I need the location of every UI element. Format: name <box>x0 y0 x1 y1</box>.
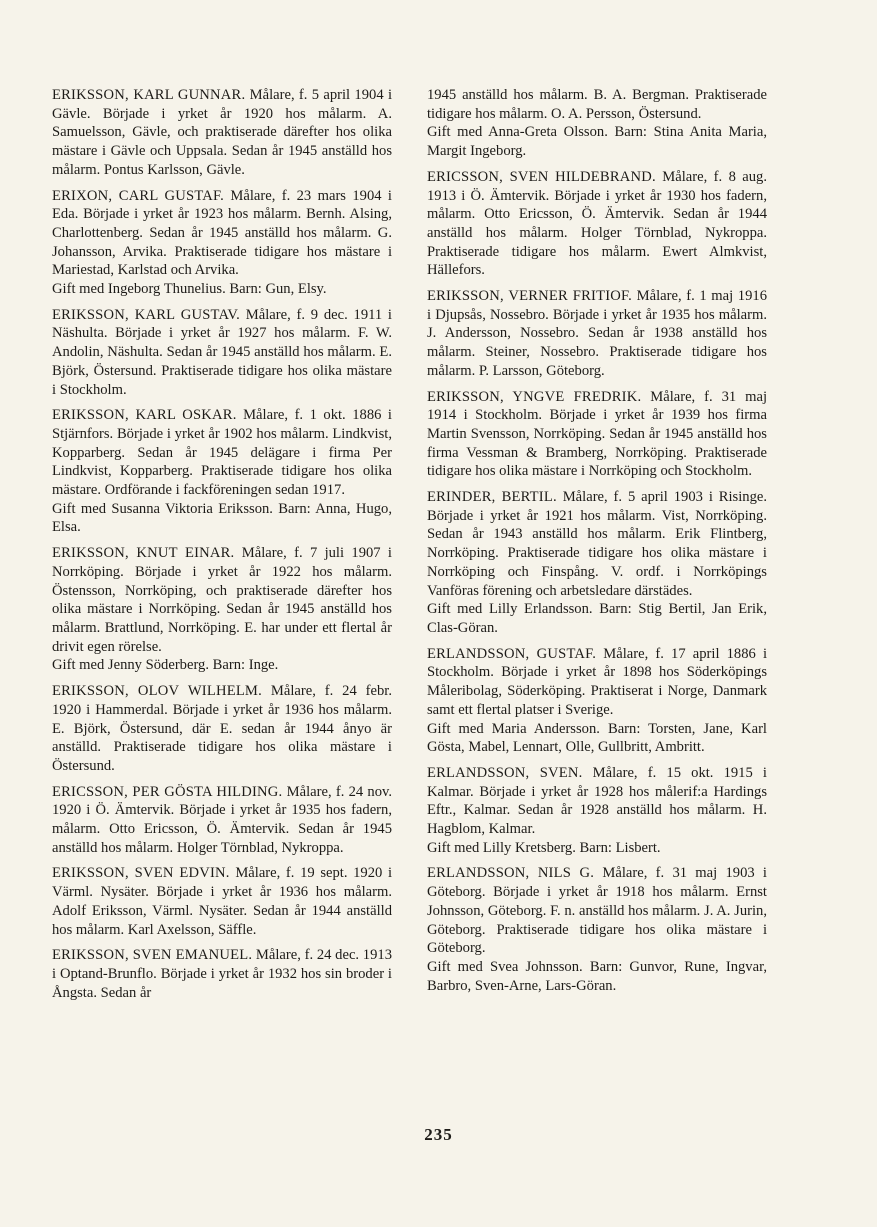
entry-text <box>52 406 392 500</box>
entry-family: Gift med Anna-Greta Olsson. Barn: Stina Anita Maria, Margit Ingeborg. <box>427 124 767 160</box>
left-column <box>52 86 392 1009</box>
entry-body: Målare, f. 19 sept. 1920 i Värml. Nysäter. Började i yrket år 1936 hos målarm. Adolf Eriksson, Värml. Nysäter. Sedan år 1944 anställd hos målarm. Karl Axelsson, Säffle. <box>52 865 393 938</box>
entry-body: Målare, f. 5 april 1903 i Risinge. Började i yrket år 1921 hos målarm. Vist, Norrköping. Sedan år 1943 anställd hos målarm. Erik Flintberg, Norrköping. Praktiserade tidigare hos olika mästare i Norrköping och Finspång. V. ordf. i Norrköpings Vanföras förening och arbetsledare därstädes. <box>427 489 767 599</box>
entry-body: 1945 anställd hos målarm. B. A. Bergman. Praktiserade tidigare hos målarm. O. A. Persson, Östersund. <box>427 87 767 122</box>
entry-text <box>52 187 392 281</box>
entry-name: ERIKSSON, KARL GUNNAR. <box>52 87 246 103</box>
entry-body: Målare, f. 1 okt. 1886 i Stjärnfors. Började i yrket år 1902 hos målarm. Lindkvist, Kopparberg. Sedan år 1945 delägare i firma Per Lindkvist, Kopparberg. Praktiserade tidigare hos olika mästare. Ordförande i fackföreningen sedan 1917. <box>52 407 392 499</box>
entry-body: Målare, f. 7 juli 1907 i Norrköping. Började i yrket år 1922 hos målarm. Östensson, Norrköping, och praktiserade därefter hos olika mästare i Norrköping. Sedan år 1945 anställd hos målarm. Brattlund, Norrköping. E. har under ett flertal år drivit egen rörelse. <box>52 545 392 655</box>
biography-entry <box>427 864 767 995</box>
entry-text <box>52 306 392 400</box>
biography-entry <box>427 287 767 381</box>
biography-entry <box>427 488 767 638</box>
entry-name: ERIKSSON, KARL OSKAR. <box>52 407 237 424</box>
entry-name: ERINDER, BERTIL. <box>427 489 557 506</box>
entry-text <box>427 764 767 839</box>
biography-entry <box>427 388 767 482</box>
entry-text <box>427 645 767 720</box>
entry-family: Gift med Jenny Söderberg. Barn: Inge. <box>52 657 279 674</box>
entry-name: ERIKSSON, KARL GUSTAV. <box>52 306 241 323</box>
biography-entry <box>427 764 767 858</box>
entry-text <box>427 488 767 600</box>
biography-entry <box>52 187 392 299</box>
entry-family: Gift med Svea Johnsson. Barn: Gunvor, Rune, Ingvar, Barbro, Sven-Arne, Lars-Göran. <box>427 958 767 994</box>
entry-body: Målare, f. 1 maj 1916 i Djupsås, Nossebro. Började i yrket år 1935 hos målarm. J. Andersson, Nossebro. Sedan år 1938 anställd hos målarm. Steiner, Nossebro. Praktiserade tidigare hos målarm. P. Larsson, Göteborg. <box>427 288 767 379</box>
entry-body: Målare, f. 24 nov. 1920 i Ö. Ämtervik. Började i yrket år 1935 hos fadern, målarm. Otto Ericsson, Ö. Ämtervik. Sedan år 1945 anställd hos målarm. Holger Törnblad, Nykroppa. <box>52 783 392 856</box>
biography-entry <box>52 86 392 180</box>
biography-entry <box>52 406 392 537</box>
biography-entry <box>52 682 392 776</box>
page-number: 235 <box>424 1125 453 1144</box>
entry-text <box>427 864 767 958</box>
entry-name: ERICSSON, SVEN HILDEBRAND. <box>427 168 656 185</box>
biography-entry <box>52 544 392 675</box>
entry-family: Gift med Lilly Kretsberg. Barn: Lisbert. <box>427 839 661 856</box>
biography-entry <box>427 645 767 757</box>
entry-name: ERIKSSON, SVEN EDVIN. <box>52 865 230 882</box>
entry-name: ERIKSSON, VERNER FRITIOF. <box>427 288 632 305</box>
entry-text <box>427 388 767 482</box>
entry-family: Gift med Maria Andersson. Barn: Torsten, Jane, Karl Gösta, Mabel, Lennart, Olle, Gullbritt, Ambritt. <box>427 720 767 756</box>
entry-name: ERLANDSSON, SVEN. <box>427 764 583 781</box>
entry-family: Gift med Ingeborg Thunelius. Barn: Gun, Elsy. <box>52 281 327 298</box>
entry-name: ERIKSSON, SVEN EMANUEL. <box>52 947 253 964</box>
entry-body: Målare, f. 9 dec. 1911 i Näshulta. Började i yrket år 1927 hos målarm. F. W. Andolin, Näshulta. Sedan år 1945 anställd hos målarm. E. Björk, Östersund. Praktiserade tidigare hos olika mästare i Stockholm. <box>52 306 392 398</box>
entry-text <box>52 864 392 939</box>
biography-entry <box>52 783 392 858</box>
entry-family: Gift med Susanna Viktoria Eriksson. Barn: Anna, Hugo, Elsa. <box>52 500 392 536</box>
right-column <box>427 86 767 1002</box>
biography-entry <box>427 86 767 161</box>
entry-body: Målare, f. 24 dec. 1913 i Optand-Brunflo. Började i yrket år 1932 hos sin broder i Ångsta. Sedan år <box>52 947 392 1001</box>
entry-text <box>52 946 392 1002</box>
entry-name: ERIKSSON, OLOV WILHELM. <box>52 683 262 700</box>
entry-text <box>427 86 767 123</box>
entry-name: ERIKSSON, KNUT EINAR. <box>52 545 235 562</box>
entry-text <box>427 287 767 381</box>
entry-text <box>52 86 392 180</box>
entry-text <box>52 682 392 776</box>
entry-text <box>52 544 392 656</box>
entry-body: Målare, f. 31 maj 1903 i Göteborg. Började i yrket år 1918 hos målarm. Ernst Johnsson, Göteborg. F. n. anställd hos målarm. J. A. Jurin, Göteborg. Praktiserade tidigare hos olika mästare i Göteborg. <box>427 865 767 957</box>
entry-body: Målare, f. 5 april 1904 i Gävle. Började i yrket år 1920 hos målarm. A. Samuelsson, Gävle, och praktiserade därefter hos olika mästare i Gävle och Uppsala. Sedan år 1945 anställd hos målarm. Pontus Karlsson, Gävle. <box>52 87 392 178</box>
entry-body: Målare, f. 31 maj 1914 i Stockholm. Började i yrket år 1939 hos firma Martin Svensson, Norrköping. Sedan år 1945 anställd hos firma Vessman & Bramberg, Norrköping. Praktiserade tidigare hos olika mästare i Norrköping och Stockholm. <box>427 388 767 480</box>
biography-entry <box>427 168 767 280</box>
entry-name: ERIKSSON, YNGVE FREDRIK. <box>427 388 642 405</box>
biography-entry <box>52 946 392 1002</box>
entry-body: Målare, f. 15 okt. 1915 i Kalmar. Började i yrket år 1928 hos målerif:a Hardings Eftr., Kalmar. Sedan år 1928 anställd hos målarm. H. Hagblom, Kalmar. <box>427 764 767 838</box>
entry-body: Målare, f. 17 april 1886 i Stockholm. Började i yrket år 1898 hos Söderköpings Måleribolag, Söderköping. Praktiserat i Norge, Danmark samt ett flertal platser i Sverige. <box>427 645 767 718</box>
entry-text <box>52 783 392 858</box>
entry-body: Målare, f. 8 aug. 1913 i Ö. Ämtervik. Började i yrket år 1930 hos fadern, målarm. Otto Ericsson, Ö. Ämtervik. Sedan år 1944 anställd hos målarm. Holger Törnblad, Nykroppa. Praktiserade tidigare hos målarm. Ewert Almkvist, Hällefors. <box>427 168 767 279</box>
entry-name: ERLANDSSON, NILS G. <box>427 865 595 882</box>
entry-name: ERLANDSSON, GUSTAF. <box>427 645 597 662</box>
entry-body: Målare, f. 23 mars 1904 i Eda. Började i yrket år 1923 hos målarm. Bernh. Alsing, Charlottenberg. Sedan år 1945 anställd hos målarm. G. Johansson, Arvika. Praktiserade tidigare hos mästare i Mariestad, Karlstad och Arvika. <box>52 187 392 279</box>
entry-text <box>427 168 767 280</box>
entry-family: Gift med Lilly Erlandsson. Barn: Stig Bertil, Jan Erik, Clas-Göran. <box>427 601 767 636</box>
biography-entry <box>52 306 392 400</box>
entry-name: ERICSSON, PER GÖSTA HILDING. <box>52 783 283 800</box>
biography-entry <box>52 864 392 939</box>
entry-name: ERIXON, CARL GUSTAF. <box>52 187 224 204</box>
entry-body: Målare, f. 24 febr. 1920 i Hammerdal. Började i yrket år 1936 hos målarm. E. Björk, Östersund, där E. sedan år 1944 ånyo är anställd. Praktiserade tidigare hos olika mästare i Östersund. <box>52 683 392 774</box>
